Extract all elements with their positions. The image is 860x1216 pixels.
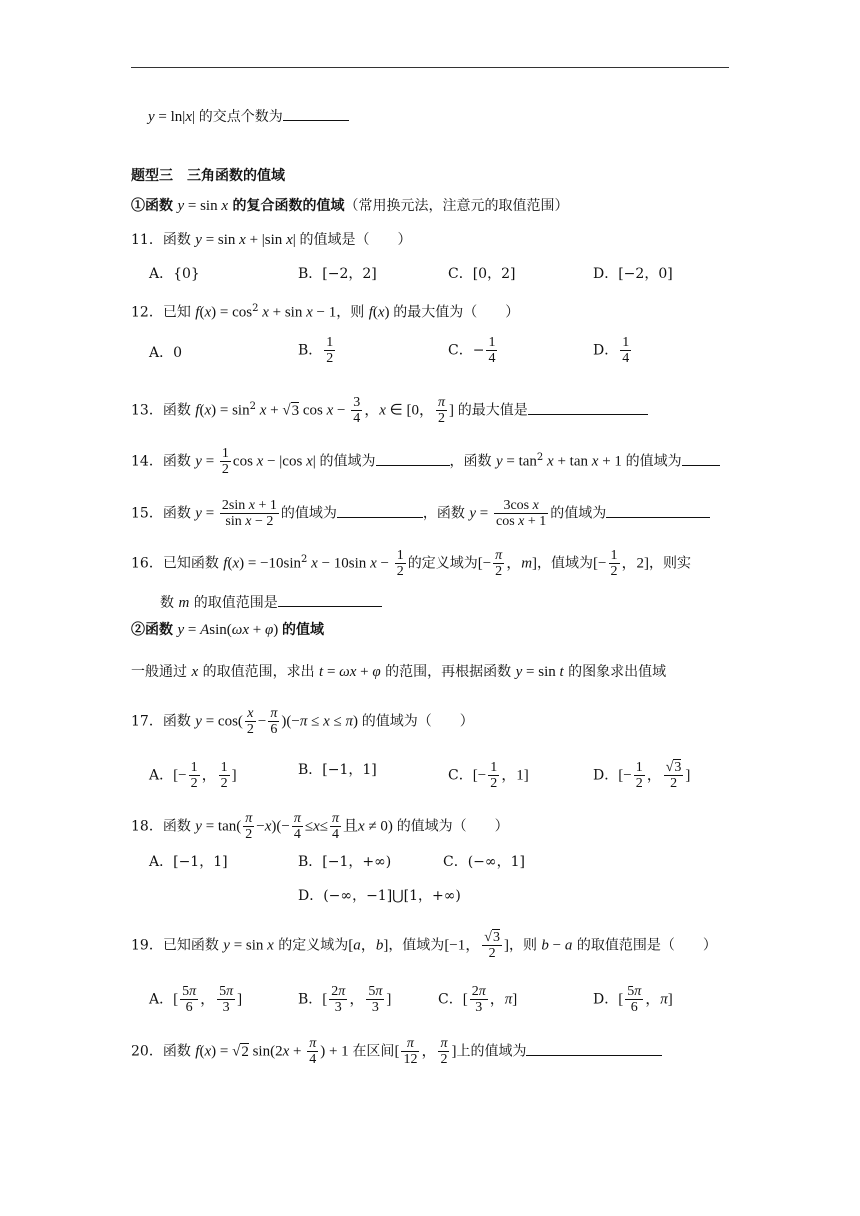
q19-option-c[interactable]: C．[ $\frac{2\pi}{3}$ ，π] — [438, 984, 518, 1015]
q19-option-b[interactable]: B．[ $\frac{2\pi}{3}$ ， $\frac{5\pi}{3}$ ] — [298, 984, 392, 1015]
q14-blank-1[interactable] — [376, 451, 450, 466]
intro-line: y = ln|x| 的交点个数为 — [148, 106, 349, 127]
q17-option-c[interactable]: C．[− $\frac{1}{2}$ ，1] — [448, 760, 529, 791]
q11-option-c[interactable]: C．[0，2] — [448, 266, 516, 282]
q18-option-a[interactable]: A．[−1，1] — [149, 854, 228, 870]
question-12: 12．已知 $f(x) = \cos^2 x + \sin x - 1$，则 f(x) 的最大值为（ ） — [131, 303, 520, 321]
q17-option-a[interactable]: A．[− $\frac{1}{2}$ ， $\frac{1}{2}$ ] — [149, 760, 237, 791]
method-note: 一般通过 x 的取值范围，求出 t = ωx + φ 的范围，再根据函数 y = sin t 的图象求出值域 — [131, 664, 667, 680]
intro-text: 的交点个数为 — [198, 109, 283, 125]
q19-option-a[interactable]: A．[ $\frac{5\pi}{6}$ ， $\frac{5\pi}{3}$ ] — [149, 984, 243, 1015]
question-11: 11．函数 y = sin x + |sin x| 的值域是（ ） — [131, 232, 412, 248]
question-17: 17．函数 y = cos( $\frac{x}{2}$ − $\frac{\pi}{6}$ )(−π ≤ x ≤ π) 的值域为（ ） — [131, 706, 474, 737]
header-rule — [131, 67, 729, 68]
q20-blank[interactable] — [526, 1041, 662, 1056]
q18-option-c[interactable]: C．(−∞，1] — [443, 854, 525, 870]
q12-option-b[interactable]: B． $\frac{1}{2}$ — [298, 335, 334, 366]
q12-option-d[interactable]: D． $\frac{1}{4}$ — [593, 335, 630, 366]
q17-option-b[interactable]: B．[−1，1] — [298, 762, 377, 778]
answer-blank[interactable] — [283, 106, 349, 121]
question-13: 13．函数 $f(x) = \sin^2 x + √3$ cos x − $\frac{3}{4}$ ，x ∈ [0， $\frac{\pi}{2}$ ] 的最大值是 — [131, 395, 648, 426]
q14-blank-2[interactable] — [682, 451, 720, 466]
q13-blank[interactable] — [528, 400, 648, 415]
question-19: 19．已知函数 y = sin x 的定义域为[a，b]，值域为[−1， $\frac{√3}{2}$ ]，则 b − a 的取值范围是（ ） — [131, 930, 717, 961]
q12-option-a[interactable]: A．0 — [149, 345, 183, 361]
question-14: 14．函数 y = $\frac{1}{2}$ cos x − |cos x| 的值域为 ，函数 $y = \tan^2 x + \tan x + 1$ 的值域为 — [131, 446, 720, 477]
subsection-1: ①函数 y = sin x 的复合函数的值域（常用换元法，注意元的取值范围） — [131, 198, 569, 214]
question-18: 18．函数 y = tan( $\frac{\pi}{2}$ −x)(− $\frac{\pi}{4}$ ≤x≤ $\frac{\pi}{4}$ 且x ≠ 0) 的值域为（ ） — [131, 811, 509, 842]
q11-option-b[interactable]: B．[−2，2] — [298, 266, 377, 282]
q18-option-d[interactable]: D．(−∞，−1]⋃[1，+∞) — [298, 888, 461, 904]
q11-option-d[interactable]: D．[−2，0] — [593, 266, 673, 282]
q17-option-d[interactable]: D．[− $\frac{1}{2}$ ， $\frac{√3}{2}$ ] — [593, 760, 691, 791]
question-16-line2: 数 m 的取值范围是 — [160, 592, 382, 613]
q18-option-b[interactable]: B．[−1，+∞) — [298, 854, 392, 870]
q15-blank-1[interactable] — [337, 503, 423, 518]
q16-blank[interactable] — [278, 592, 382, 607]
question-20: 20．函数 f(x) = √2 sin(2x + $\frac{\pi}{4}$ ) + 1 在区间[ $\frac{\pi}{12}$ ， $\frac{\pi}{2}$ ]上的值域为 — [131, 1036, 662, 1067]
q11-option-a[interactable]: A．{0} — [149, 266, 200, 282]
q12-option-c[interactable]: C．− $\frac{1}{4}$ — [448, 335, 496, 366]
q15-blank-2[interactable] — [606, 503, 710, 518]
q19-option-d[interactable]: D．[ $\frac{5\pi}{6}$ ，π] — [593, 984, 673, 1015]
subsection-2: ②函数 y = Asin(ωx + φ) 的值域 — [131, 622, 325, 638]
question-16: 16．已知函数 $f(x) = -10\sin^2$ x − 10sin x − $\frac{1}{2}$ 的定义域为[− $\frac{\pi}{2}$ ，m]，值域为[− $\frac{1}{2}$ ，2]，则实 — [131, 548, 692, 579]
question-15: 15．函数 y = $\frac{\text{2sin x + 1}}{\text{sin x − 2}}$ 的值域为 ，函数 y = $\frac{\text{3cos x}}{\text{cos x + 1}}$ 的值域为 — [131, 498, 710, 529]
section-title: 题型三 三角函数的值域 — [131, 168, 285, 184]
